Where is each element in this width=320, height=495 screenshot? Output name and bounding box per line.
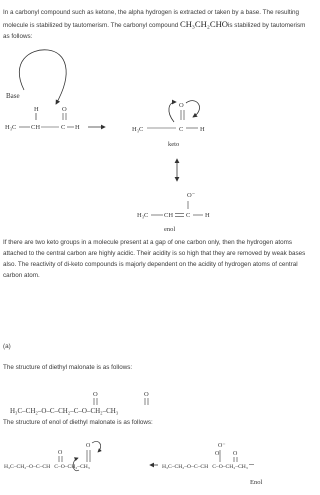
bl-part-5: –O–CH₂–CH₃	[57, 464, 90, 470]
bottom-right-o: O	[215, 451, 220, 457]
bottom-right-o-2: O	[233, 451, 238, 457]
br-part-5: –O–CH₂–CH₃	[215, 464, 248, 470]
br-part-3: –CH	[197, 464, 209, 470]
malonate-part-1: H₃C–CH₂–O–	[10, 407, 50, 415]
br-part-1: H₃C–CH₂–O–	[162, 464, 194, 470]
bottom-right-formula	[162, 464, 248, 470]
keto-chain-ch3: H₃C	[132, 126, 144, 133]
carbonyl-o-label-left: O	[62, 106, 67, 113]
intro-text-after: is stabilized by tautomerism as follows:	[3, 21, 306, 40]
alpha-hydrogen-label: H	[34, 106, 39, 113]
left-chain-ch: CH	[31, 124, 41, 131]
bl-part-2: C	[35, 464, 40, 470]
left-chain-h: H	[75, 124, 80, 131]
enol-label: enol	[164, 226, 176, 233]
keto-chain-h: H	[200, 126, 205, 133]
bottom-left-o-2: O	[86, 443, 91, 449]
base-label: Base	[6, 92, 20, 100]
enol-chain-c: C	[186, 212, 191, 219]
intro-formula: CH₃CH₂CHO	[179, 18, 228, 29]
malonate-part-3: –CH₂–	[54, 407, 74, 415]
malonate-structure-text: The structure of diethyl malonate is as follows:	[3, 364, 133, 371]
bottom-left-formula	[4, 464, 90, 470]
enol-o-label: O⁻	[187, 192, 196, 199]
malonate-o-right: O	[144, 391, 149, 398]
enol-chain-h: H	[205, 212, 210, 219]
curved-arrow-enol-top	[92, 441, 101, 452]
br-part-2: C	[193, 464, 198, 470]
left-chain-ch3: H₃C	[5, 124, 17, 131]
bl-part-3: –CH	[39, 464, 51, 470]
keto-chain-c: C	[179, 126, 184, 133]
br-part-4: C	[212, 464, 216, 470]
bottom-enol-label: Enol	[250, 479, 263, 486]
keto-label: keto	[168, 141, 180, 148]
malonate-part-2: C	[49, 407, 55, 415]
keto-o-label: O	[179, 102, 184, 109]
acidity-paragraph: If there are two keto groups in a molecule present at a gap of one carbon only, then the hydrogen atoms attached to the central carbon are highly acidic. Their acidity is so high that they are removed by weak bases also. The reactivity of di-keto compounds is majorly dependent on the acidity of hydrogen atoms of central carbon atom.	[3, 239, 306, 279]
enol-chain-ch3: H₃C	[137, 212, 149, 219]
left-chain-c: C	[61, 124, 66, 131]
enol-structure-text: The structure of enol of diethyl malonate is as follows:	[3, 419, 153, 426]
bottom-right-o-minus: O⁻	[218, 443, 226, 449]
malonate-part-5: –O–CH₂–CH₃	[78, 407, 119, 415]
part-a-label: (a)	[3, 343, 11, 350]
bl-part-1: H₃C–CH₂–O–	[4, 464, 36, 470]
malonate-part-4: C	[73, 407, 79, 415]
enol-chain-ch: CH	[164, 212, 174, 219]
intro-text-before: In a carbonyl compound such as ketone, the alpha hydrogen is extracted or taken by a base. The resulting molecule is stabilized by tautomerism. The carbonyl compound	[3, 9, 300, 29]
bl-part-4: C	[54, 464, 58, 470]
bottom-left-o-1: O	[58, 450, 63, 456]
malonate-o-left: O	[93, 391, 98, 398]
